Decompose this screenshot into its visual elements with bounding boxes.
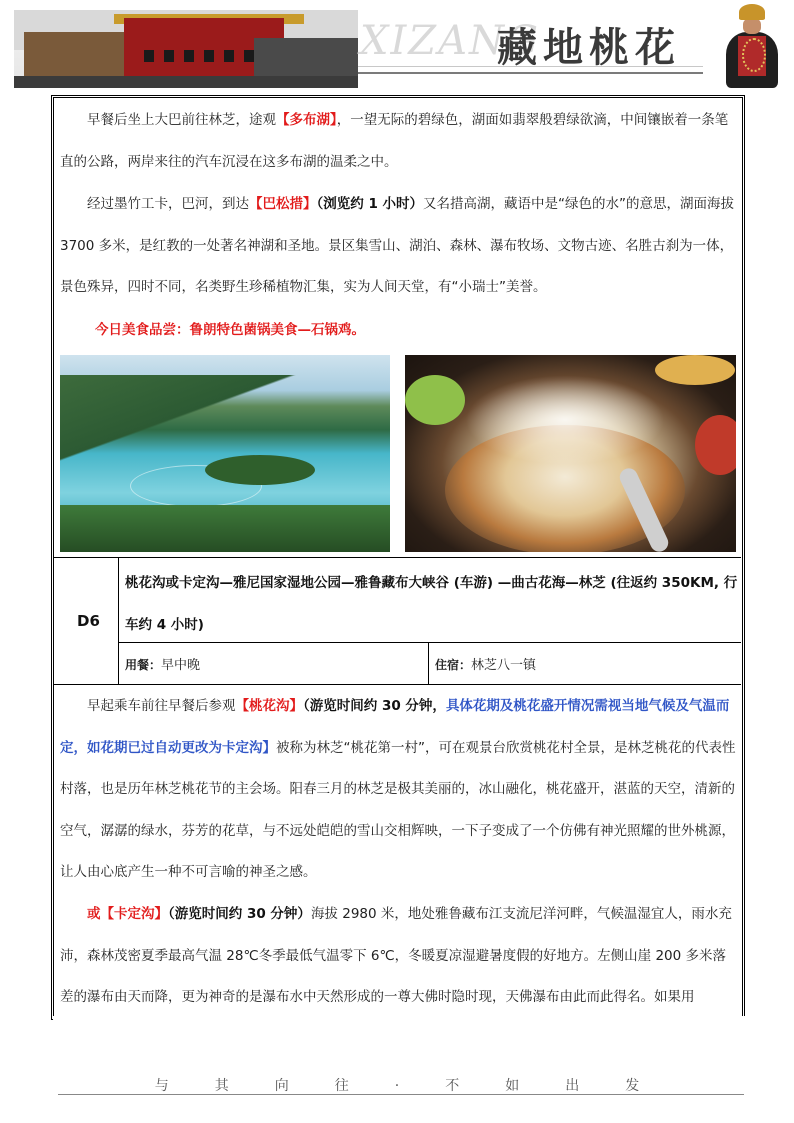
footer-slogan — [0, 1075, 794, 1095]
footer-char: 其 — [214, 1078, 229, 1094]
paragraph-text: 又名措高湖，藏语中是“绿色的水”的意思，湖面海拔 3700 多米，是红教的一处著名神湖和圣地。景区集雪山、湖泊、森林、瀑布牧场、文物古迹、名胜古刹为一体，景色殊异，四时不同，名类野生珍稀植物汇集，实为人间天堂，有“小瑞士”美誉。 — [60, 196, 735, 295]
highlight-duobu-lake: 【多布湖】 — [276, 112, 337, 128]
table-border-top — [54, 557, 741, 558]
day-route: 桃花沟或卡定沟—雅尼国家湿地公园—雅鲁藏布大峡谷 (车游) —曲古花海—林芝 (往返约 350KM, 行车约 4 小时) — [125, 575, 738, 633]
footer-char: 如 — [505, 1078, 520, 1094]
hotpot-photo — [405, 355, 736, 552]
footer-char: 向 — [274, 1078, 289, 1094]
duration-note: （游览时间约 30 分钟） — [168, 906, 311, 922]
page-title: 藏地桃花 — [497, 24, 681, 71]
lake-photo — [60, 355, 390, 552]
paragraph-duobu-lake — [60, 100, 736, 183]
page-bottom-area — [0, 1020, 794, 1123]
food-tip: 今日美食品尝：鲁朗特色菌锅美食—石锅鸡。 — [95, 322, 365, 338]
stay-info — [435, 654, 536, 673]
meal-value: 早中晚 — [161, 658, 201, 673]
day-label: D6 — [77, 612, 100, 630]
notice-blue: 具体花期及桃花盛开情况需视当地气候及气温而定，如花期已过自动更改为卡定沟】 — [60, 698, 730, 756]
highlight-kadinggou: 或【卡定沟】 — [87, 906, 168, 922]
paragraph-basongcuo — [60, 184, 736, 309]
header-watermark: XIZANG — [360, 18, 540, 64]
duration-note: （游览时间约 30 分钟， — [303, 698, 446, 714]
duration-note: （浏览约 1 小时） — [316, 196, 424, 212]
paragraph-text: 被称为林芝“桃花第一村”，可在观景台欣赏桃花村全景，是林芝桃花的代表性村落，也是历年林芝桃花节的主会场。阳春三月的林芝是极其美丽的，冰山融化，桃花盛开，湛蓝的天空，清新的空气，潺潺的绿水，芬芳的花草，与不远处皑皑的雪山交相辉映，一下子变成了一个仿佛有神光照耀的世外桃源，让人由心底产生一种不可言喻的神圣之感。 — [60, 739, 736, 880]
table-divider-day — [118, 557, 119, 684]
paragraph-text: 海拔 2980 米，地处雅鲁藏布江支流尼洋河畔，气候温湿宜人，雨水充沛，森林茂密夏季最高气温 28℃冬季最低气温零下 6℃，冬暖夏凉湿避暑度假的好地方。左侧山崖 200 多米落差的瀑布由天而降，更为神奇的是瀑布水中天然形成的一尊大佛时隐时现，天佛瀑布由此而此得名。如果用 — [60, 906, 732, 1005]
footer-char: 出 — [565, 1078, 580, 1094]
footer-char: 不 — [445, 1078, 460, 1094]
potala-banner-image — [14, 10, 358, 88]
footer-char: 发 — [625, 1078, 640, 1094]
stay-value: 林芝八一镇 — [471, 658, 537, 673]
meal-label: 用餐： — [125, 658, 162, 672]
paragraph-text: 早起乘车前往早餐后参观 — [87, 698, 236, 714]
meal-info — [125, 654, 200, 673]
paragraph-text: 早餐后坐上大巴前往林芝，途观 — [87, 112, 276, 128]
paragraph-text: 经过墨竹工卡，巴河，到达 — [87, 196, 249, 212]
footer-char: 与 — [154, 1078, 169, 1094]
highlight-taohuagou: 【桃花沟】 — [235, 698, 303, 714]
table-border-bottom — [54, 684, 741, 685]
page-header — [0, 0, 794, 92]
highlight-basongcuo: 【巴松措】 — [249, 196, 317, 212]
footer-char: · — [394, 1078, 400, 1094]
paragraph-text: ，一望无际的碧绿色，湖面如翡翠般碧绿欲滴，中间镶嵌着一条笔直的公路，两岸来往的汽车沉浸在这多布湖的温柔之中。 — [60, 112, 729, 170]
tibetan-figure-image — [712, 2, 792, 92]
stay-label: 住宿： — [435, 658, 472, 672]
footer-char: 往 — [334, 1078, 349, 1094]
table-divider-meal — [428, 642, 429, 684]
footer-divider — [58, 1094, 744, 1095]
paragraph-taohuagou — [60, 686, 736, 894]
paragraph-kadinggou — [60, 894, 736, 1019]
